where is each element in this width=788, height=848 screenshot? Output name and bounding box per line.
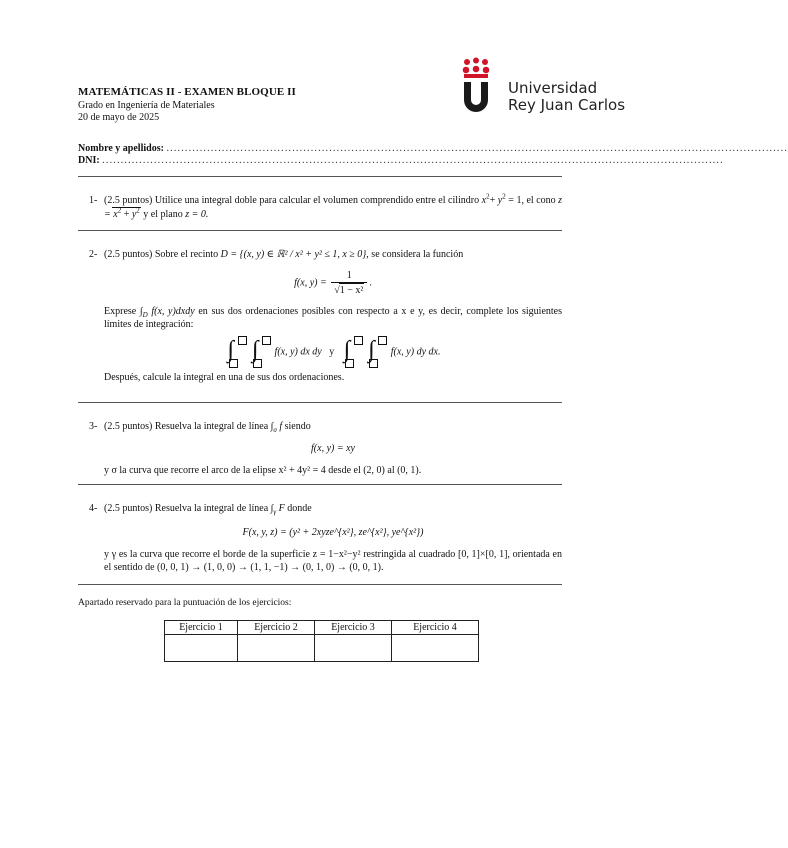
limit-box (345, 359, 354, 368)
dni-field (78, 155, 724, 166)
exercise-points: (2.5 puntos) (104, 249, 153, 260)
dni-dots: ........................................................................................................................................................................ (102, 155, 724, 166)
score-table (164, 620, 479, 662)
plane-equation: z = 0. (185, 209, 209, 220)
university-name-line1: Universidad (508, 79, 598, 97)
score-cell-1[interactable] (165, 635, 238, 662)
divider (78, 484, 562, 485)
score-cell-3[interactable] (315, 635, 392, 662)
exam-title: MATEMÁTICAS II - EXAMEN BLOQUE II (78, 86, 296, 98)
degree-line: Grado en Ingeniería de Materiales (78, 100, 215, 111)
exercise-text: y γ es la curva que recorre el borde de la superficie z = 1−x²−y² restringida al cuadrado [0, 1]×[0, 1], orientada en el sentido de (0, 0, 1) → (1, 0, 0) → (1, 1, −1) → (0, 1, 0) → (0, 0, 1). (104, 549, 562, 573)
name-field (78, 143, 788, 154)
divider (78, 176, 562, 177)
vector-field-definition: F(x, y, z) = (y² + 2xyze^{x²}, ze^{x²}, ye^{x²}) (242, 527, 424, 538)
limit-box (262, 336, 271, 345)
u-letter-icon (464, 82, 488, 112)
exercise-points: (2.5 puntos) (104, 503, 153, 514)
score-cell-4[interactable] (392, 635, 479, 662)
exercise-text: Después, calcule la integral en una de sus dos ordenaciones. (104, 372, 345, 383)
divider (78, 230, 562, 231)
limit-box (238, 336, 247, 345)
limit-box (253, 359, 262, 368)
divider (78, 584, 562, 585)
integration-limits: ∫ ∫ f(x, y) dx dy y ∫ ∫ f(x, y) dy dx. (104, 337, 562, 367)
name-label: Nombre y apellidos: (78, 143, 164, 154)
exercise-1: 1- (2.5 puntos) Utilice una integral doble para calcular el volumen comprendido entre el cilindro $x^2+ y^2 = 1$, el cono $z = x^2 + y^2$ y el plano z = 0. (89, 192, 563, 220)
cone-equation: z = (104, 195, 563, 220)
limit-box (229, 359, 238, 368)
table-header-cell: Ejercicio 3 (315, 621, 392, 635)
function-definition: f(x, y) = $\frac{1}{\text{√1 − x²}}$ . (294, 270, 372, 296)
table-header-cell: Ejercicio 2 (238, 621, 315, 635)
name-dots: ........................................................................................................................................................................ (166, 143, 788, 154)
cone-sqrt: $x^2 + y^2$ (113, 206, 140, 220)
cylinder-equation: $x^2+ y^2$ (481, 192, 506, 206)
divider (78, 402, 562, 403)
limit-box (369, 359, 378, 368)
table-header-cell: Ejercicio 4 (392, 621, 479, 635)
score-cell-2[interactable] (238, 635, 315, 662)
exercise-2: 2- (2.5 puntos) Sobre el recinto D = {(x, y) ∈ ℝ² / x² + y² ≤ 1, x ≥ 0}, se considera la función f(x, y) = $\frac{1}{\text{√1 − x²}}$ . Exprese $\int_D$ f(x, y)dxdy en sus dos ordenaciones posibles con respecto a x e y, es decir, complete los siguientes límites de integración: ∫ ∫ f(x, y) dx dy y ∫ ∫ f(x, y) dy dx. Después, calcule la integral en una de sus dos ordenaciones. (89, 249, 563, 383)
dni-label: DNI: (78, 155, 100, 166)
domain-definition: D = {(x, y) ∈ ℝ² / x² + y² ≤ 1, x ≥ 0} (220, 249, 367, 260)
reserved-note: Apartado reservado para la puntuación de los ejercicios: (78, 598, 292, 608)
university-name (508, 80, 625, 114)
university-name-line2: Rey Juan Carlos (508, 96, 626, 114)
table-row (165, 635, 479, 662)
exercise-number: 2- (89, 249, 98, 260)
exercise-text: Exprese $\int_D$ f(x, y)dxdy en sus dos ordenaciones posibles con respecto a x e y, es decir, complete los siguientes límites de integración: (104, 306, 563, 330)
exercise-points: (2.5 puntos) (104, 195, 153, 206)
function-fraction: $\frac{1}{\text{√1 − x²}}$ (331, 269, 367, 297)
table-header-row (165, 621, 479, 635)
crown-icon (463, 58, 490, 79)
function-definition: f(x, y) = xy (311, 443, 355, 454)
limit-box (354, 336, 363, 345)
exercise-text: y σ la curva que recorre el arco de la elipse x² + 4y² = 4 desde el (2, 0) al (0, 1). (104, 465, 422, 476)
exercise-number: 4- (89, 503, 98, 514)
limit-box (378, 336, 387, 345)
exercise-text: Utilice una integral doble para calcular el volumen comprendido entre el cilindro (154, 195, 480, 206)
exercise-points: (2.5 puntos) (104, 421, 153, 432)
exercise-4: 4- (2.5 puntos) Resuelva la integral de línea $\int_\gamma$ F donde F(x, y, z) = (y² + 2xyze^{x²}, ze^{x²}, ye^{x²}) y γ es la curva que recorre el borde de la superficie z = 1−x²−y² restringida al cuadrado [0, 1]×[0, 1], orientada en el sentido de (0, 0, 1) → (1, 0, 0) → (1, 1, −1) → (0, 1, 0) → (0, 0, 1). (89, 503, 562, 573)
exercise-3: 3- (2.5 puntos) Resuelva la integral de línea $\int_\sigma$ f siendo f(x, y) = xy y σ la curva que recorre el arco de la elipse x² + 4y² = 4 desde el (2, 0) al (0, 1). (78, 420, 562, 477)
exercise-number: 3- (89, 421, 98, 432)
exercise-number: 1- (89, 195, 98, 206)
table-header-cell: Ejercicio 1 (165, 621, 238, 635)
date-line: 20 de mayo de 2025 (78, 112, 160, 123)
